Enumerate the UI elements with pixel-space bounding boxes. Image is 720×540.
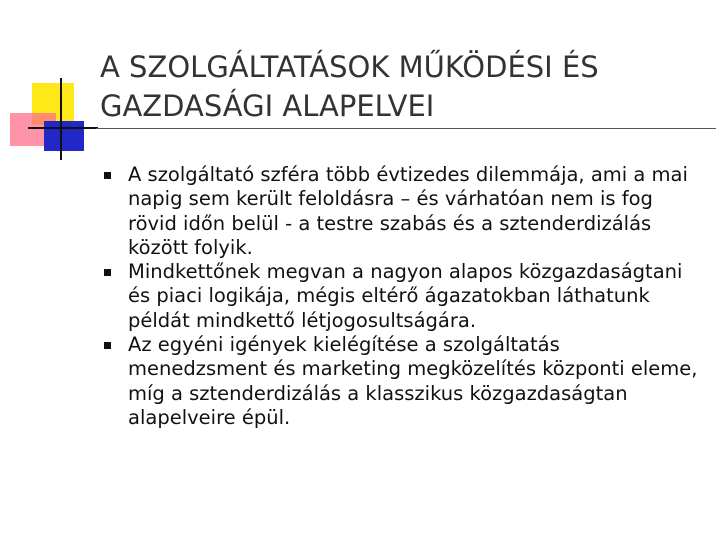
title-underline bbox=[96, 128, 716, 129]
decor-horizontal-line bbox=[28, 127, 98, 129]
square-bullet-icon bbox=[104, 342, 111, 349]
bullet-text: Az egyéni igények kielégítése a szolgáltatás menedzsment és marketing megközelítés központi eleme, míg a sztenderdizálás a klasszikus közgazdaságtan alapelveire épül. bbox=[128, 333, 698, 429]
bullet-list bbox=[100, 163, 700, 430]
decor-vertical-line bbox=[60, 78, 62, 160]
bullet-item bbox=[100, 260, 700, 333]
slide-title: A SZOLGÁLTATÁSOK MŰKÖDÉSI ÉS GAZDASÁGI ALAPELVEI bbox=[100, 50, 599, 123]
square-bullet-icon bbox=[104, 172, 111, 179]
bullet-item bbox=[100, 163, 700, 260]
decor-blue-square bbox=[44, 121, 84, 151]
bullet-item bbox=[100, 333, 700, 430]
bullet-text: A szolgáltató szféra több évtizedes dilemmája, ami a mai napig sem került feloldásra – és várhatóan nem is fog rövid időn belül - a testre szabás és a sztenderdizálás között folyik. bbox=[128, 163, 688, 259]
square-bullet-icon bbox=[104, 269, 111, 276]
bullet-text: Mindkettőnek megvan a nagyon alapos közgazdaságtani és piaci logikája, mégis eltérő ágazatokban láthatunk példát mindkettő létjogosultságára. bbox=[128, 260, 683, 332]
